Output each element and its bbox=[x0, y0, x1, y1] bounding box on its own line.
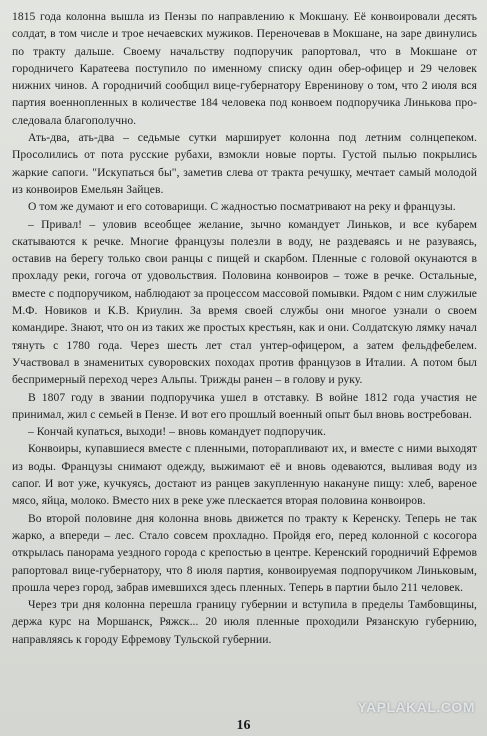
paragraph-5: В 1807 году в звании подпоручика ушел в отставку. В войне 1812 года участия не принимал, жил с семьей в Пензе. И вот его прошлый военный опыт был вновь востребован. bbox=[12, 390, 477, 421]
paragraph-3: О том же думают и его сотоварищи. С жадностью посматривают на реку и французы. bbox=[28, 200, 456, 214]
paragraph-6: – Кончай купаться, выходи! – вновь командует подпоручик. bbox=[28, 425, 326, 439]
watermark: YAPLAKAL.COM bbox=[357, 699, 475, 715]
paragraph-9: Через три дня колонна перешла границу губернии и вступила в пределы Тамбовщины, держа курс на Моршанск, Ряжск... 20 июля пленные проходили Рязанскую губернию, направляясь к городу Ефремову Тульской губернии. bbox=[12, 598, 477, 646]
page-number: 16 bbox=[236, 718, 251, 733]
paragraph-1: 1815 года колонна вышла из Пензы по направлению к Мокшану. Её конвоировали десять солдат, в том числе и трое нечаевских мужиков. Переночевав в Мокшане, на заре двинулись по тракту дальше. Своему начальству подпоручик рапортовал, что в Мокшане от городничего Каратеева поступило по именному списку один обер-офицер и 29 человек нижних чинов. А городничий сообщил вице-губернатору Евренинову о том, что 2 июля вся партия военнопленных в количестве 184 человека под конвоем подпоручика Линькова проследовала благополучно. bbox=[12, 10, 477, 127]
page-text bbox=[12, 8, 477, 648]
paragraph-4: – Привал! – уловив всеобщее желание, зычно командует Линьков, и все кубарем скатываются к речке. Многие французы полезли в воду, не раздеваясь и не разуваясь, оставив на берегу только свои ранцы с пищей и скарбом. Пленные с головой окунаются в прохладу реки, гогоча от удовольствия. Половина конвоиров – тоже в речке. Остальные, вместе с подпоручиком, наблюдают за процессом массовой помывки. Рядом с ним служилые М.Ф. Новиков и К.В. Криулин. За время своей службы они многое узнали о своем командире. Знают, что он из таких же простых крестьян, как и они. Солдатскую лямку начал тянуть с 1780 года. Через шесть лет стал унтер-офицером, а затем фельдфебелем. Участвовал в знаменитых суворовских походах против французов в Италии. А потом был беспримерный переход через Альпы. Трижды ранен – в голову и руку. bbox=[12, 217, 477, 387]
paragraph-2: Ать-два, ать-два – седьмые сутки марширует колонна под летним солнцепеком. Просолились от пота русские рубахи, взмокли новые порты. Густой пылью покрылись жаркие сапоги. "Искупаться бы", заметив слева от тракта речушку, мечтает самый молодой из конвоиров Емельян Зайцев. bbox=[12, 131, 477, 196]
paragraph-8: Во второй половине дня колонна вновь движется по тракту к Керенску. Теперь не так жарко, а впереди – лес. Стало совсем прохладно. Пройдя его, перед колонной с косогора открылась панорама уездного города с крепостью в центре. Керенский городничий Ефремов рапортовал вице-губернатору, что 8 июля партия, конвоируемая подпоручиком Линьковым, прошла через город, забрав имевшихся здесь пленных. Теперь в партии было 211 человек. bbox=[12, 511, 477, 594]
paragraph-7: Конвоиры, купавшиеся вместе с пленными, поторапливают их, и вместе с ними выходят из воды. Французы снимают одежду, выжимают её и вновь одеваются, выливая воду из сапог. И вот уже, кучкуясь, достают из ранцев закупленную накануне пищу: хлеб, вареное мясо, яйца, молоко. Вместо них в реке уже плескается вторая половина конвоиров. bbox=[12, 442, 477, 508]
